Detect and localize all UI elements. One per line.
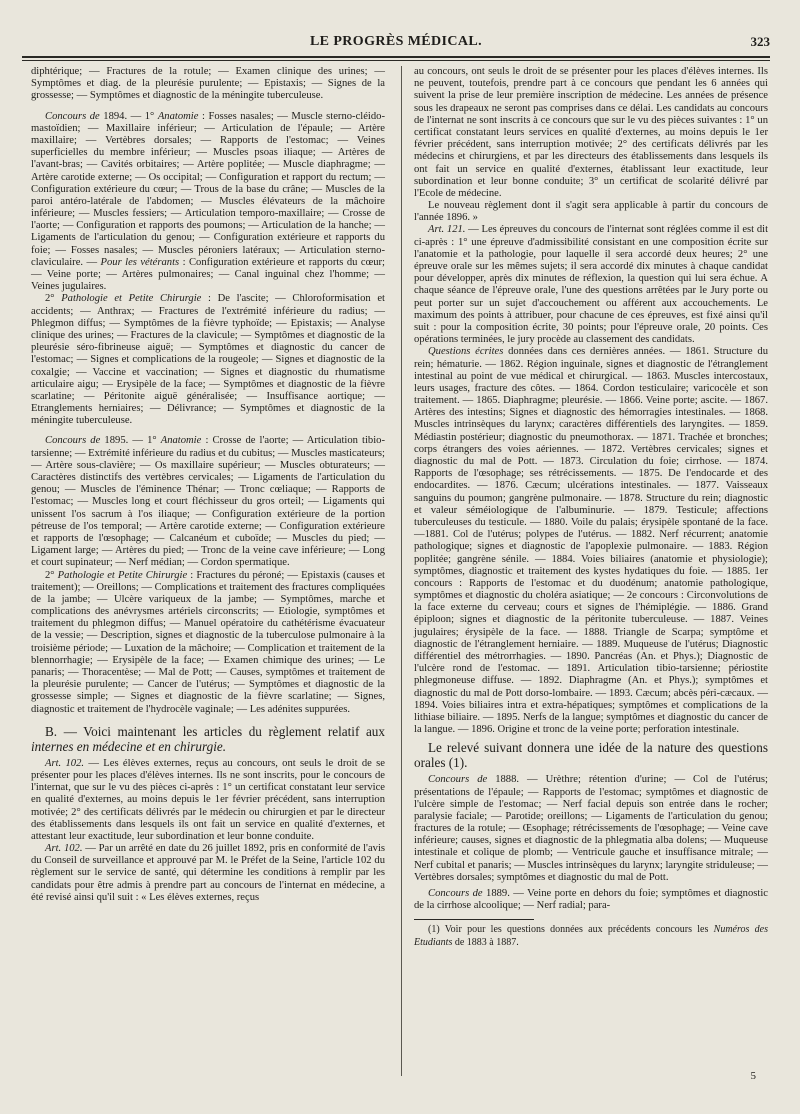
header-rule-thin (22, 60, 770, 61)
paragraph: au concours, ont seuls le droit de se présenter pour les places d'élèves internes. Ils ne peuvent, toutefois, prendre part à ce concours que pendant les 6 années qui suivent la prise de leur première inscription de médecine. Les années de présence sous les drapeaux ne seront pas comprises dans ce délai. Les candidats au concours de l'internat ne sont inscrits à ce concours que sur le vu des pièces suivantes : 1° un certificat constatant leurs services en qualité d'externes, au moins depuis le 1er février précédent, sans interruption motivée; 2° des certificats délivrés par les médecins et chirurgiens, et par les directeurs des établissements dans lesquels ils ont fait un service en qualité d'externes, établissant leur exactitude, leur subordination et leur bonne conduite; 3° un certificat de scolarité délivré par l'Ecole de médecine. (414, 66, 768, 199)
paragraph-concours-1889: Concours de 1889. — Veine porte en dehors du foie; symptômes et diagnostic de la cirrhose alcoolique; — Nerf radial; para- (414, 888, 768, 912)
footnote: (1) Voir pour les questions données aux précédents concours les Numéros des Etudiants de 1883 à 1887. (414, 924, 769, 948)
paragraph-pathologie-1894: 2° Pathologie et Petite Chirurgie : De l'ascite; — Chloroformisation et accidents; — Anthrax; — Fractures de l'extrémité inférieure du radius; — Phlegmon diffus; — Symptômes de la fièvre typhoïde; — Epistaxis; — Analyse clinique des urines; — Fractures de la clavicule; — Symptômes et diagnostic de la pleurésie séro-fibrineuse aiguë; — Symptômes et diagnostic du cancer de l'estomac; — Signes et complications de la rougeole; — Signes et diagnostic de la coxalgie; — Vaccine et vaccination; — Signes et diagnostic du rhumatisme articulaire aigu; — Erysipèle de la face; — Symptômes et diagnostic de la fièvre scarlatine; — Péritonite aiguë généralisée; — Insuffisance aortique; — Etranglements herniaires; — Délivrance; — Symptômes et diagnostic de la méningite tuberculeuse. (31, 293, 385, 427)
paragraph-concours-1895: Concours de 1895. — 1° Anatomie : Crosse de l'aorte; — Articulation tibio-tarsienne; — Extrémité inférieure du radius et du cubitus; — Muscles masticateurs; — Artère sous-clavière; — Os maxillaire supérieur; — Muscles obturateurs; — Caractères distinctifs des vertèbres cervicales; — Ligaments de l'articulation du genou; — Muscles de l'éminence Thénar; — Tronc cœliaque; — Rapports de l'estomac; — Muscles long et court fléchisseur du gros orteil; — Ligaments qui unissent l'os sacrum à l'os iliaque; — Configuration extérieure de la portion pétreuse de l'os temporal; — Artère carotide externe; — Configuration extérieure et rapports de l'œsophage; — Calcanéum et cuboïde; — Muscles du pied; — Ligament large; — Artères du pied; — Tronc de la veine cave inférieure; — Long et court supinateur; — Nerf médian; — Cordon spermatique. (31, 435, 385, 569)
paragraph-art-121: Art. 121. — Les épreuves du concours de l'internat sont réglées comme il est dit ci-après : 1° une épreuve d'admissibilité consistant en une composition écrite sur l'anatomie et la pathologie, pour laquelle il sera accordé deux heures; 2° une épreuve orale sur les mêmes sujets; il sera accordé dix minutes à chaque candidat pour développer, après dix minutes de réflexion, la question qui lui sera échue. A chaque séance de l'épreuve orale, l'une des questions arrêtées par le Jury porte ou peut porter sur un sujet d'accouchement ou afférent aux accouchements. Le maximum des points à attribuer, pour chacune de ces épreuves, est fixé ainsi qu'il suit : pour la composition écrite, 30 points; pour l'épreuve orale, 20 points. Ces opérations terminées, le jury procède au classement des candidats. (414, 224, 769, 346)
journal-title: LE PROGRÈS MÉDICAL. (309, 34, 483, 49)
section-b-heading: B. — Voici maintenant les articles du règlement relatif aux internes en médecine et en chirurgie. (31, 723, 385, 754)
paragraph-art-102: Art. 102. — Les élèves externes, reçus au concours, ont seuls le droit de se présenter pour les places d'élèves internes. Ils ne sont inscrits, pour le concours de l'internat, que sur le vu des pièces ci-après : 1° un certificat constatant leur service en qualité d'externes, au moins depuis le 1er février précédent, sans interruption motivée; 2° des certificats délivrés par le médecin ou chirurgien et par le directeur des établissements dans lesquels ils ont fait un service en qualité d'externes, et attestant leur exactitude, leur subordination et leur bonne conduite. (31, 757, 385, 842)
page-header (22, 32, 770, 54)
header-rule (22, 56, 770, 58)
left-column (31, 66, 385, 904)
paragraph: diphtérique; — Fractures de la rotule; — Examen clinique des urines; — Symptômes et diag. de la pleurésie purulente; — Epistaxis; — Signes de la grossesse; — Symptômes et diagnostic de la méningite tuberculeuse. (31, 66, 385, 102)
releve-heading: Le relevé suivant donnera une idée de la nature des questions orales (1). (414, 740, 768, 771)
paragraph-concours-1888: Concours de 1888. — Urèthre; rétention d'urine; — Col de l'utérus; présentations de l'épaule; — Rapports de l'estomac; symptômes et diagnostic de l'ulcère simple de l'estomac; — Nerf facial depuis son entrée dans le rocher; paralysie faciale; — Parotide; oreillons; — Ligaments de l'articulation du genou; fractures de la rotule; — Œsophage; rétrécissements de l'œsophage; — Veine cave inférieure; causes, signes et diagnostic de la phlegmatia alba dolens; — Muqueuse intestinale et colique de plomb; — Ventricule gauche et insuffisance mitrale; — Nerf cubital et panaris; — Muscles intrinsèques du larynx; laryngite striduleuse; — Vertèbres dorsales; symptômes et diagnostic du mal de Pott. (414, 774, 768, 883)
paragraph-art-102-revised: Art. 102. — Par un arrêté en date du 26 juillet 1892, pris en conformité de l'avis du Conseil de surveillance et approuvé par M. le Préfet de la Seine, l'article 102 du règlement sur le service de santé, qui détermine les conditions à remplir par les candidats pour être admis à prendre part au concours de l'internat en médecine, a été revisé ainsi qu'il suit : « Les élèves externes, reçus (31, 843, 386, 903)
signature-mark: 5 (750, 1070, 756, 1082)
paragraph-pathologie-1895: 2° Pathologie et Petite Chirurgie : Fractures du péroné; — Epistaxis (causes et traitement); — Oreillons; — Complications et traitement des fractures compliquées de la jambe; — Ulcère variqueux de la jambe; — Symptômes, marche et complications des anévrysmes artériels circonscrits; — Etiologie, symptômes et traitement du phlegmon diffus; — Manuel opératoire du cathétérisme évacuateur de la vessie; — Description, signes et diagnostic de la tuberculose pulmonaire à la troisième période; — Luxation de la mâchoire; — Complication et traitement de la blennorrhagie; — Erysipèle de la face; — Examen chimique des urines; — Le panaris; — Thoracentèse; — Mal de Pott; — Causes, symptômes et traitement de la pleurésie purulente; — Cancer de l'utérus; — Symptômes et diagnostic de la grossesse simple; — Signes et diagnostic de la fièvre scarlatine; — Signes, diagnostic et traitement de l'hydrocèle vaginale; — Les adénites suppurées. (31, 569, 385, 715)
column-divider (401, 66, 402, 1076)
right-column (414, 66, 768, 949)
paragraph: Le nouveau règlement dont il s'agit sera applicable à partir du concours de l'année 1896. » (414, 200, 768, 224)
page-number: 323 (750, 34, 770, 49)
paragraph-questions-ecrites: Questions écrites données dans ces dernières années. — 1861. Structure du rein; hématurie. — 1862. Région inguinale, signes et diagnostic de l'étranglement intestinal au point de vue médical et chirurgical. — 1863. Muscles intercostaux, leurs usages, fracture des côtes. — 1864. Cordon testiculaire; varicocèle et son traitement. — 1865. Diaphragme; pleurésie. — 1866. Veine porte; ascite. — 1867. Artères des intestins; Signes et diagnostic des hémorragies intestinales. — 1868. Muscles intrinsèques du larynx; caractères différentiels des laryngites. — 1859. Médiastin postérieur; diagnostic du pneumothorax. — 1871. Trachée et bronches; corps étrangers des voies aériennes. — 1872. Vertèbres cervicales; signes et diagnostic du mal de Pott. — 1873. Circulation du foie; cirrhose. — 1874. Rapports de l'œsophage; ses rétrécissements. — 1875. De l'endocarde et des endocardites. — 1876. Cæcum; ulcérations intestinales. — 1877. Vaisseaux sanguins du poumon; gangrène pulmonaire. — 1878. Structure du rein; diagnostic et valeur séméiologique de l'albuminurie. — 1879. Testicule; affections tuberculeuses du testicule. — 1880. Voile du palais; érysipèle spontané de la face.—1881. Col de l'utérus; polypes de l'utérus. — 1882. Nerf récurrent; anatomie pathologique; signes et diagnostic de l'apoplexie pulmonaire. — 1883. Région poplitée; gangrène sénile. — 1884. Voies biliaires (anatomie et physiologie); symptômes, diagnostic et traitement des kystes hydatiques du foie. — 1885. 1er concours : Rapports de l'estomac et du duodénum; anatomie pathologique, symptômes et diagnostic du choléra asiatique; — 2e concours : Circonvolutions de la face externe du cerveau; cours et signes de l'hémiplégie. — 1886. Grand épiploon; signes et diagnostic de la péritonite tuberculeuse. — 1887. Veines jugulaires; érysipèle de la face. — 1888. Triangle de Scarpa; symptôme et diagnostic de l'étranglement herniaire. — 1889. Muqueuse de l'utérus; Diagnostic différentiel des métrorrhagies. — 1890. Pancréas (An. et Phys.); Diagnostic de l'ulcère rond de l'estomac. — 1891. Articulation tibio-tarsienne; périostite phlegmoneuse diffuse. — 1892. Diaphragme (An. et Phys.); symptômes et diagnostic du mal de Pott dorso-lombaire. — 1893. Cæcum; abcès péri-cæcaux. — 1894. Voies biliaires intra et extra-hépatiques; symptômes et complications de la lithiase biliaire. — 1895. Nerfs de la langue; symptômes et diagnostic du cancer de la langue. — 1896. Origine et tronc de la veine porte; perforation intestinale. (414, 346, 768, 736)
paragraph-concours-1894: Concours de 1894. — 1° Anatomie : Fosses nasales; — Muscle sterno-cléido-mastoïdien; — Maxillaire inférieur; — Articulation de l'épaule; — Artère maxillaire; — Vertèbres dorsales; — Rapports de l'estomac; — Veines superficielles du membre inférieur; — Muscles psoas iliaque; — Artères de l'avant-bras; — Cavités orbitaires; — Artère poplitée; — Muscle diaphragme; — Artère carotide externe; — Os occipital; — Configuration et rapport du rectum; — Configuration extérieure du cœur; — Trous de la base du crâne; — Muscles de la paroi antéro-latérale de l'abdomen; — Muscles élévateurs de la mâchoire inférieure; — Muscles fessiers; — Articulation temporo-maxillaire; — Crosse de l'aorte; — Configuration et rapports des poumons; — Articulation de la hanche; — Ligaments de l'articulation du genou; — Configuration extérieure et rapports du foie; — Fosses nasales; — Muscles péroniers latéraux; — Articulation sterno-claviculaire. — Pour les vétérants : Configuration extérieure et rapports du cœur; — Veine porte; — Artères pulmonaires; — Canal inguinal chez l'homme; — Veines jugulaires. (31, 110, 385, 293)
footnote-rule (414, 919, 534, 920)
